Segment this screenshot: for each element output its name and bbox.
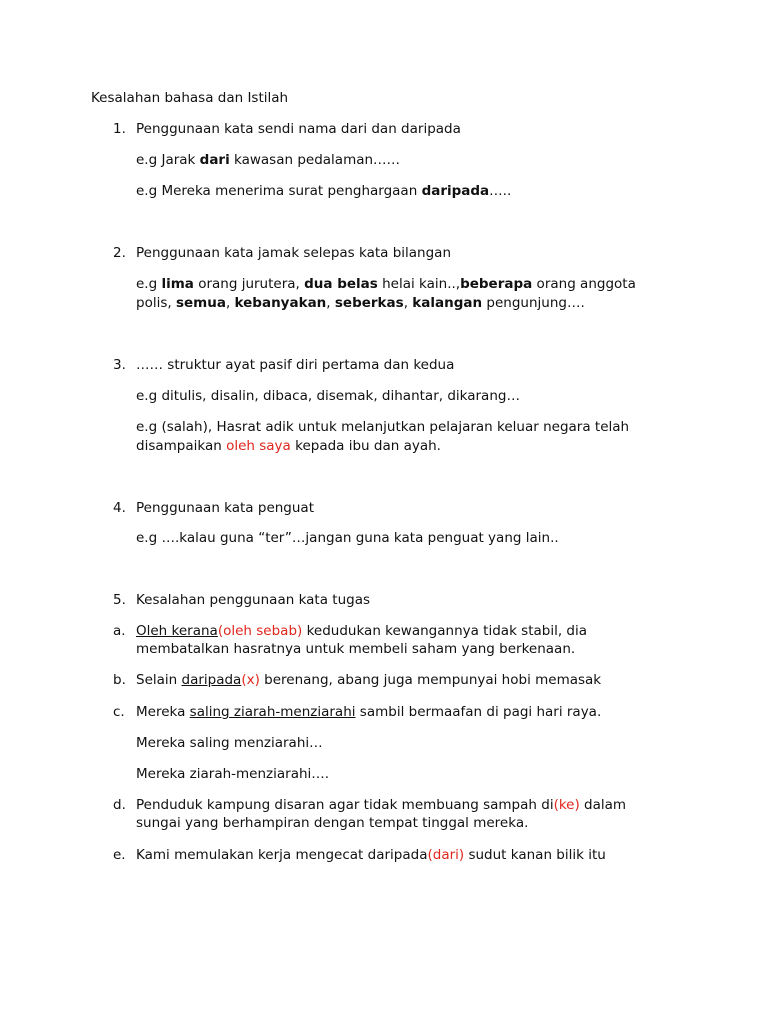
section-3-example-1: e.g ditulis, disalin, dibaca, disemak, dihantar, dikarang… (136, 388, 520, 404)
section-2-example-line-1 (136, 275, 636, 293)
underlined-term: saling ziarah-menziarahi (189, 704, 356, 720)
text-run: Penduduk kampung disaran agar tidak membuang sampah di (136, 797, 554, 813)
section-2-heading: Penggunaan kata jamak selepas kata bilangan (136, 245, 452, 261)
item-b-line-1 (136, 671, 601, 689)
item-c-alternative-1: Mereka saling menziarahi… (136, 735, 323, 751)
bold-term: beberapa (460, 276, 533, 292)
item-a-line-2: membatalkan hasratnya untuk membeli saham yang berkenaan. (136, 641, 576, 657)
text-run: berenang, abang juga mempunyai hobi memasak (259, 672, 602, 688)
item-c-line-1 (136, 703, 601, 721)
text-run: kawasan pedalaman…… (229, 152, 401, 168)
text-run: , (225, 295, 235, 311)
bold-term: lima (161, 276, 194, 292)
section-5-number: 5. (113, 592, 126, 608)
text-run: kepada ibu dan ayah. (290, 438, 441, 454)
text-run: sudut kanan bilik itu (464, 847, 606, 863)
text-run: helai kain.., (377, 276, 461, 292)
text-run: e.g (136, 276, 162, 292)
text-run: Mereka (136, 704, 190, 720)
text-run: polis, (136, 295, 176, 311)
bold-term: seberkas (334, 295, 404, 311)
section-2-example-line-2 (136, 294, 585, 312)
section-3-heading: …… struktur ayat pasif diri pertama dan kedua (136, 357, 455, 373)
text-run: e.g Mereka menerima surat penghargaan (136, 183, 422, 199)
bold-term: daripada (421, 183, 490, 199)
red-correction: (ke) (553, 797, 580, 813)
red-correction: (oleh sebab) (217, 623, 303, 639)
text-run: disampaikan (136, 438, 227, 454)
item-e-label: e. (113, 847, 126, 863)
section-3-example-2-line-2 (136, 437, 441, 455)
text-run: Selain (136, 672, 182, 688)
item-c-alternative-2: Mereka ziarah-menziarahi…. (136, 766, 330, 782)
bold-term: kebanyakan (234, 295, 327, 311)
section-4-example-1: e.g ….kalau guna “ter”…jangan guna kata penguat yang lain.. (136, 530, 559, 546)
item-e-line-1 (136, 846, 606, 864)
item-a-label: a. (113, 623, 126, 639)
text-run: Kami memulakan kerja mengecat daripada (136, 847, 428, 863)
section-4-number: 4. (113, 500, 126, 516)
section-3-example-2-line-1: e.g (salah), Hasrat adik untuk melanjutkan pelajaran keluar negara telah (136, 419, 630, 435)
item-b-label: b. (113, 672, 126, 688)
text-run: dalam (579, 797, 627, 813)
bold-term: semua (175, 295, 226, 311)
red-highlight: oleh saya (226, 438, 291, 454)
underlined-term: Oleh kerana (136, 623, 218, 639)
section-1-example-1 (136, 151, 400, 169)
red-correction: (dari) (427, 847, 465, 863)
section-3-number: 3. (113, 357, 126, 373)
item-a-line-1 (136, 622, 587, 640)
underlined-term: daripada (181, 672, 242, 688)
text-run: pengunjung…. (482, 295, 585, 311)
red-correction: (x) (241, 672, 260, 688)
text-run: sambil bermaafan di pagi hari raya. (355, 704, 602, 720)
text-run: , (326, 295, 335, 311)
section-5-heading: Kesalahan penggunaan kata tugas (136, 592, 371, 608)
text-run: ….. (489, 183, 512, 199)
bold-term: kalangan (412, 295, 483, 311)
text-run: kedudukan kewangannya tidak stabil, dia (302, 623, 588, 639)
item-d-line-2: sungai yang berhampiran dengan tempat tinggal mereka. (136, 815, 529, 831)
item-c-label: c. (113, 704, 125, 720)
bold-term: dari (199, 152, 230, 168)
section-1-example-2 (136, 182, 511, 200)
document-title: Kesalahan bahasa dan Istilah (91, 90, 289, 106)
text-run: orang anggota (532, 276, 636, 292)
item-d-label: d. (113, 797, 126, 813)
text-run: , (403, 295, 413, 311)
item-d-line-1 (136, 796, 626, 814)
text-run: orang jurutera, (193, 276, 305, 292)
text-run: e.g Jarak (136, 152, 200, 168)
section-1-heading: Penggunaan kata sendi nama dari dan daripada (136, 121, 461, 137)
section-1-number: 1. (113, 121, 126, 137)
section-2-number: 2. (113, 245, 126, 261)
section-4-heading: Penggunaan kata penguat (136, 500, 314, 516)
bold-term: dua belas (304, 276, 378, 292)
